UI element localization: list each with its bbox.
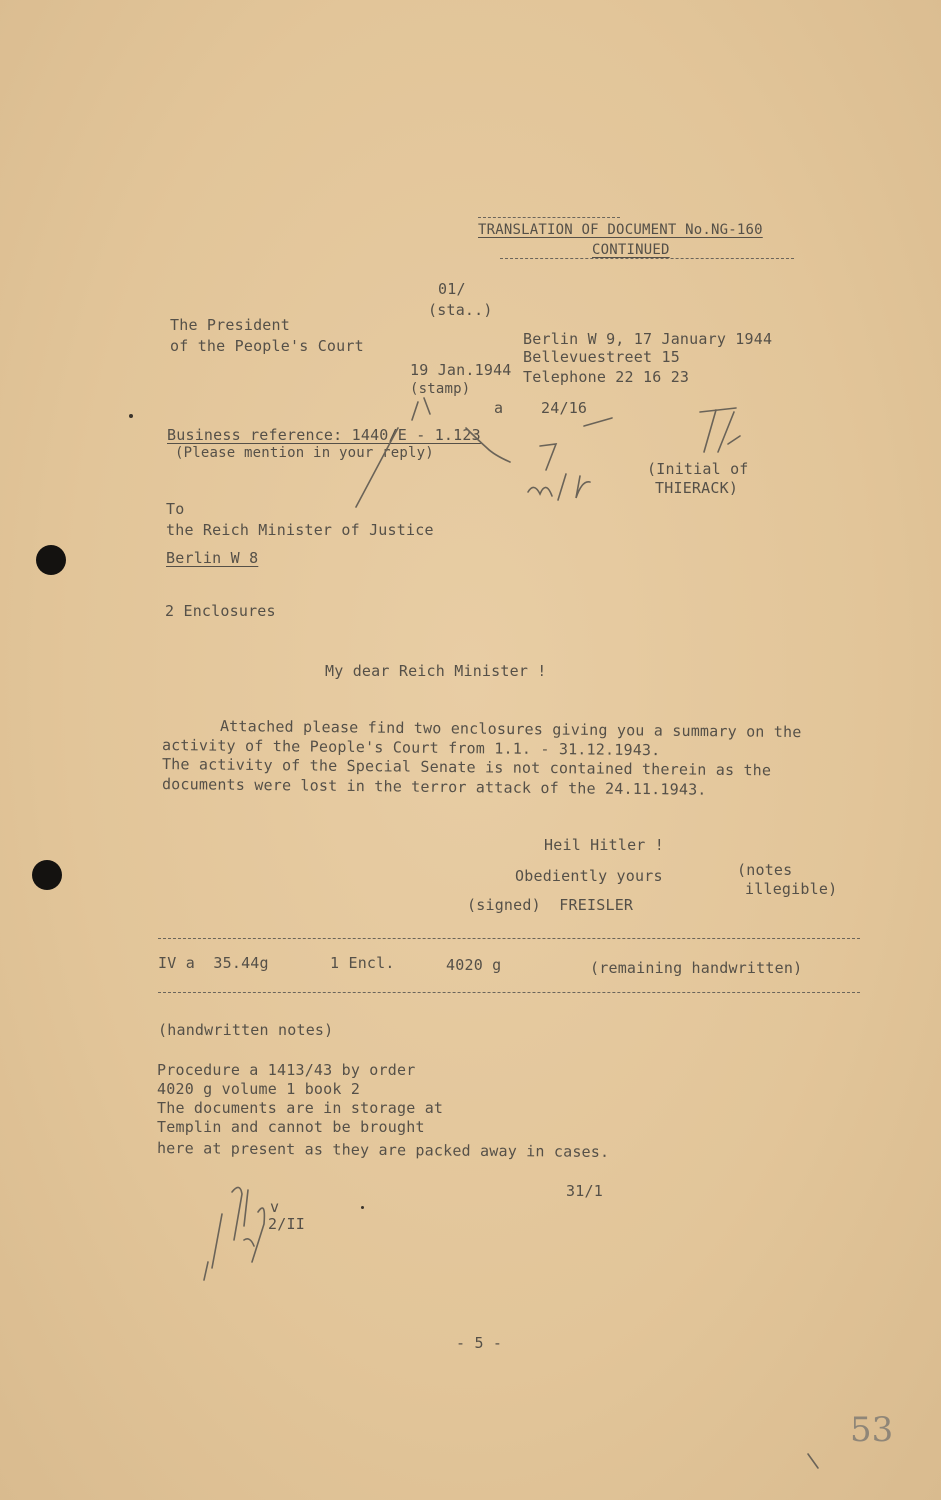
translation-continued: CONTINUED [592, 242, 670, 258]
bottom-mark-v: v [270, 1198, 280, 1216]
closing-greeting: Heil Hitler ! [544, 836, 664, 854]
notes-line-4: Templin and cannot be brought [157, 1118, 425, 1136]
closing-notes-1: (notes [737, 861, 793, 879]
city-date: Berlin W 9, 17 January 1944 [523, 330, 773, 348]
closing-yours: Obediently yours [515, 867, 663, 885]
notes-line-5: here at present as they are packed away in cases. [156, 1139, 610, 1161]
mark-number: 24/16 [541, 399, 588, 417]
body-line-2: activity of the People's Court from 1.1. - 31.12.1943. [161, 736, 661, 760]
sender-title: The President [170, 316, 290, 334]
file-enclosure: 1 Encl. [330, 954, 395, 972]
mark-a: a [494, 399, 504, 417]
archive-number: 53 [850, 1410, 894, 1450]
recipient-city: Berlin W 8 [166, 549, 259, 567]
received-stamp-label: (stamp) [410, 381, 471, 397]
initial-note-line2: THIERACK) [655, 479, 739, 497]
file-remaining: (remaining handwritten) [590, 959, 803, 977]
salutation: My dear Reich Minister ! [325, 662, 547, 680]
notes-line-2: 4020 g volume 1 book 2 [157, 1080, 361, 1098]
initial-note-line1: (Initial of [647, 460, 749, 478]
notes-line-1: Procedure a 1413/43 by order [157, 1061, 416, 1079]
recipient-minister: the Reich Minister of Justice [166, 521, 434, 539]
file-rule-bottom [158, 992, 860, 993]
ink-speck-2 [361, 1206, 364, 1209]
notes-line-3: The documents are in storage at [157, 1099, 444, 1117]
stamp-label: (sta..) [428, 301, 493, 319]
file-rule-top [158, 938, 860, 939]
bottom-mark-number: 31/1 [566, 1182, 603, 1200]
bottom-mark-date: 2/II [268, 1215, 305, 1233]
recipient-to: To [166, 500, 185, 518]
enclosures-count: 2 Enclosures [165, 602, 276, 620]
body-line-1: Attached please find two enclosures giving you a summary on the [219, 717, 802, 742]
closing-notes-2: illegible) [745, 880, 838, 898]
notes-heading: (handwritten notes) [158, 1021, 334, 1039]
body-line-4: documents were lost in the terror attack of the 24.11.1943. [161, 775, 707, 799]
reference-instruction: (Please mention in your reply) [175, 445, 434, 461]
sender-court: of the People's Court [170, 337, 364, 355]
file-number: 4020 g [446, 956, 502, 974]
street-address: Bellevuestreet 15 [523, 348, 680, 366]
page-number: - 5 - [456, 1334, 503, 1352]
telephone: Telephone 22 16 23 [523, 368, 690, 386]
business-reference: Business reference: 1440/E - 1.123 [167, 426, 481, 444]
stamp-number: 01/ [438, 280, 466, 298]
received-date: 19 Jan.1944 [410, 361, 512, 379]
translation-header: TRANSLATION OF DOCUMENT No.NG-160 [478, 222, 763, 238]
closing-signature: (signed) FREISLER [467, 896, 634, 914]
file-reference: IV a 35.44g [158, 954, 269, 972]
body-line-3: The activity of the Special Senate is not contained therein as the [161, 755, 772, 780]
